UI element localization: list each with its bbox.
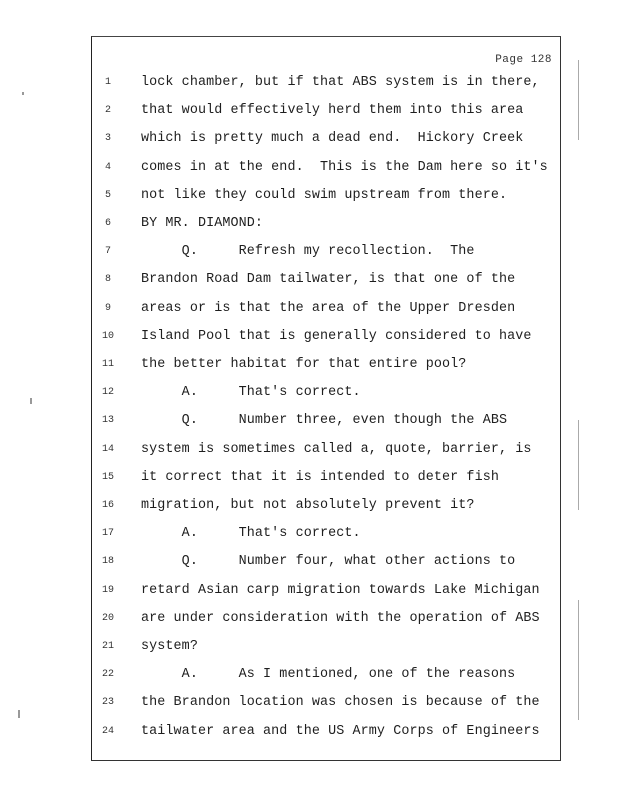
line-number: 7 xyxy=(104,246,111,258)
line-text: A. That's correct. xyxy=(141,526,361,542)
line-text: the better habitat for that entire pool? xyxy=(141,357,467,372)
line-text: it correct that it is intended to deter fish xyxy=(141,469,499,485)
line-text: are under consideration with the operation of ABS xyxy=(141,610,540,626)
line-number: 1 xyxy=(104,77,111,88)
line-number: 12 xyxy=(101,387,114,399)
line-number: 9 xyxy=(104,302,111,314)
line-text: system is sometimes called a, quote, barrier, is xyxy=(141,441,532,457)
line-number: 3 xyxy=(104,133,111,145)
line-text: Island Pool that is generally considered to have xyxy=(141,328,532,344)
line-number: 11 xyxy=(101,359,114,370)
line-text: areas or is that the area of the Upper Dresden xyxy=(141,300,516,316)
line-number: 18 xyxy=(101,556,114,568)
line-text: lock chamber, but if that ABS system is in there, xyxy=(141,75,540,90)
page-number: Page 128 xyxy=(495,54,552,66)
speck xyxy=(22,92,24,95)
line-number: 13 xyxy=(101,415,114,427)
line-number: 5 xyxy=(104,189,111,201)
line-text: migration, but not absolutely prevent it? xyxy=(141,498,475,513)
line-number: 24 xyxy=(101,725,114,737)
line-number: 17 xyxy=(101,528,114,540)
speck xyxy=(18,710,20,718)
binder-mark xyxy=(578,600,579,720)
line-number: 14 xyxy=(101,443,114,455)
line-text: that would effectively herd them into this area xyxy=(141,103,524,119)
line-number: 6 xyxy=(104,218,111,229)
line-text: Brandon Road Dam tailwater, is that one of the xyxy=(141,272,516,288)
line-text: Q. Number four, what other actions to xyxy=(141,554,516,570)
line-number: 20 xyxy=(101,612,114,624)
line-text: the Brandon location was chosen is because of the xyxy=(141,695,540,711)
line-text: A. That's correct. xyxy=(141,385,361,401)
line-number: 2 xyxy=(104,105,111,117)
line-text: tailwater area and the US Army Corps of Engineers xyxy=(141,723,540,739)
line-number: 16 xyxy=(101,500,114,511)
line-text: Q. Number three, even though the ABS xyxy=(141,413,508,429)
line-number: 15 xyxy=(101,471,114,483)
line-number: 22 xyxy=(101,669,114,681)
line-text: which is pretty much a dead end. Hickory Creek xyxy=(141,131,524,147)
line-text: comes in at the end. This is the Dam here so it's xyxy=(141,159,548,175)
line-number: 10 xyxy=(101,330,114,342)
bottom-rule xyxy=(91,760,561,761)
binder-mark xyxy=(578,420,579,510)
line-number: 21 xyxy=(101,641,114,652)
line-number: 23 xyxy=(101,697,114,709)
line-text: not like they could swim upstream from there. xyxy=(141,187,508,203)
line-text: BY MR. DIAMOND: xyxy=(141,216,264,231)
line-text: retard Asian carp migration towards Lake Michigan xyxy=(141,582,540,598)
binder-mark xyxy=(578,60,579,140)
speck xyxy=(30,398,32,404)
line-number: 4 xyxy=(104,161,111,173)
line-text: Q. Refresh my recollection. The xyxy=(141,244,475,260)
line-text: A. As I mentioned, one of the reasons xyxy=(141,667,516,683)
line-number: 19 xyxy=(101,584,114,596)
line-text: system? xyxy=(141,639,198,654)
line-number: 8 xyxy=(104,274,111,286)
